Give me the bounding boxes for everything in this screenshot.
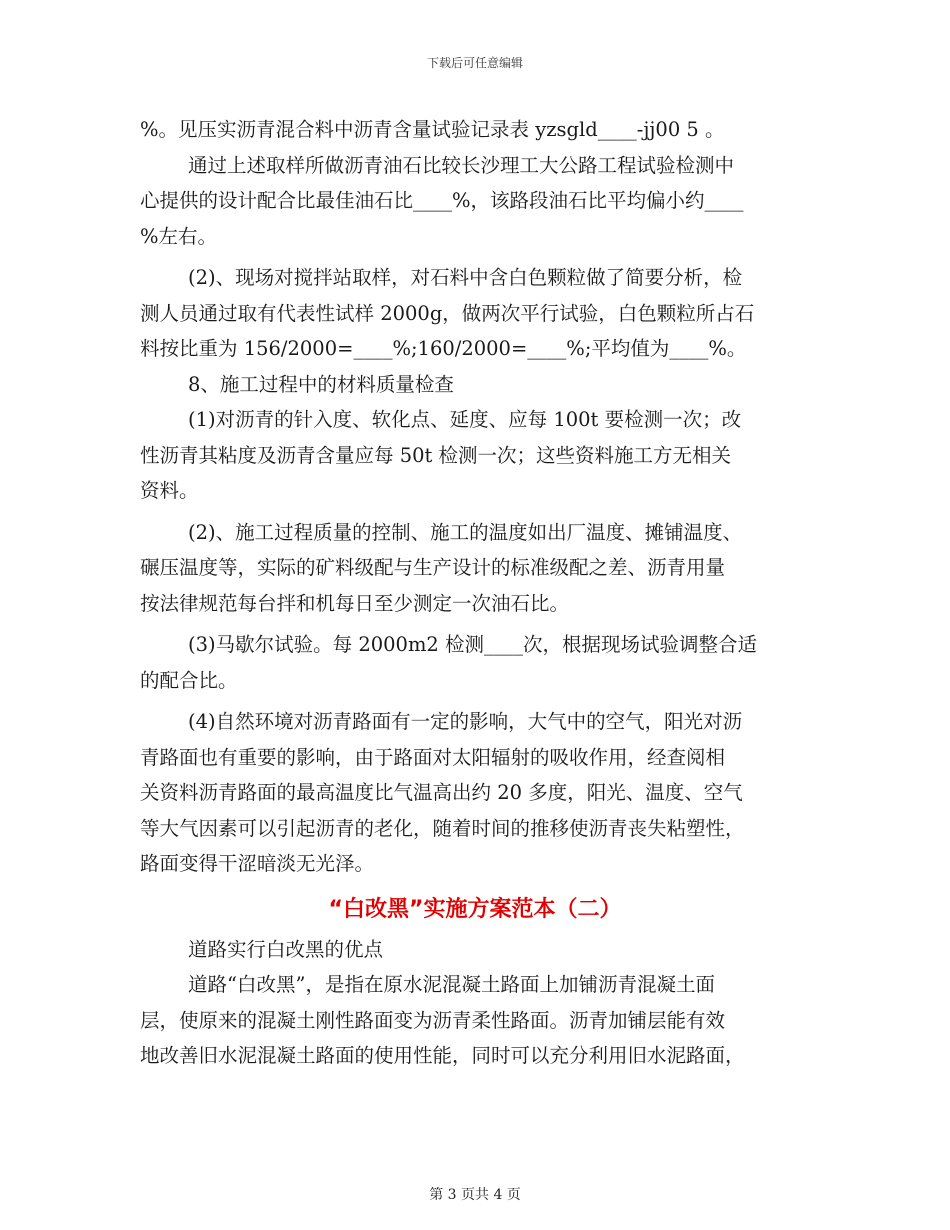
text-line: 等大气因素可以引起沥青的老化，随着时间的推移使沥青丧失粘塑性，	[140, 816, 745, 840]
text-line: 路面变得干涩暗淡无光泽。	[140, 852, 375, 875]
text-line: %左右。	[140, 224, 218, 248]
text-line: 8、施工过程中的材料质量检查	[188, 372, 454, 396]
text-line: 测人员通过取有代表性试样 2000g，做两次平行试验，白色颗粒所占石	[140, 301, 755, 325]
text-line: 心提供的设计配合比最佳油石比____%，该路段油石比平均偏小约____	[140, 189, 744, 212]
text-line: 道路“白改黑”，是指在原水泥混凝土路面上加铺沥青混凝土面	[188, 973, 715, 996]
section-heading	[140, 367, 810, 403]
paragraph	[140, 148, 810, 255]
page-footer: 第 3 页共 4 页	[429, 1187, 521, 1203]
text-line: (4)自然环境对沥青路面有一定的影响，大气中的空气，阳光对沥	[188, 710, 743, 733]
document-body	[140, 112, 810, 1074]
text-line: 地改善旧水泥混凝土路面的使用性能，同时可以充分利用旧水泥路面，	[140, 1044, 745, 1067]
text-line: (2)、现场对搅拌站取样，对石料中含白色颗粒做了简要分析，检	[188, 266, 743, 289]
text-line: 料按比重为 156/2000=____%;160/2000=____%;平均值为____%。	[140, 337, 747, 360]
text-line: %。见压实沥青混合料中沥青含量试验记录表 yzsgld____-jj00 5 。	[140, 118, 725, 141]
text-line: 通过上述取样所做沥青油石比较长沙理工大公路工程试验检测中	[188, 153, 735, 177]
text-line: (2)、施工过程质量的控制、施工的温度如出厂温度、摊铺温度、	[188, 520, 743, 544]
paragraph	[140, 967, 810, 1074]
text-line: (1)对沥青的针入度、软化点、延度、应每 100t 要检测一次；改	[188, 408, 742, 431]
section-title: “白改黑”实施方案范本（二）	[328, 896, 622, 922]
text-line: 道路实行白改黑的优点	[188, 937, 384, 961]
paragraph	[140, 112, 810, 148]
text-line: 资料。	[140, 479, 199, 502]
section-heading	[140, 932, 810, 968]
paragraph	[140, 515, 810, 622]
text-line: 按法律规范每台拌和机每日至少测定一次油石比。	[140, 591, 570, 615]
text-line: (3)马歇尔试验。每 2000m2 检测____次，根据现场试验调整合适	[188, 633, 758, 656]
text-line: 性沥青其粘度及沥青含量应每 50t 检测一次；这些资料施工方无相关	[140, 443, 732, 467]
paragraph	[140, 627, 810, 698]
page-header: 下载后可任意编辑	[426, 56, 523, 70]
text-line: 关资料沥青路面的最高温度比气温高出约 20 多度，阳光、温度、空气	[140, 781, 743, 804]
paragraph	[140, 260, 810, 367]
paragraph	[140, 704, 810, 882]
paragraph	[140, 402, 810, 509]
text-line: 的配合比。	[140, 668, 238, 692]
text-line: 青路面也有重要的影响，由于路面对太阳辐射的吸收作用，经查阅相	[140, 745, 726, 769]
text-line: 层，使原来的混凝土刚性路面变为沥青柔性路面。沥青加铺层能有效	[140, 1008, 726, 1032]
text-line: 碾压温度等，实际的矿料级配与生产设计的标准级配之差、沥青用量	[140, 556, 726, 579]
